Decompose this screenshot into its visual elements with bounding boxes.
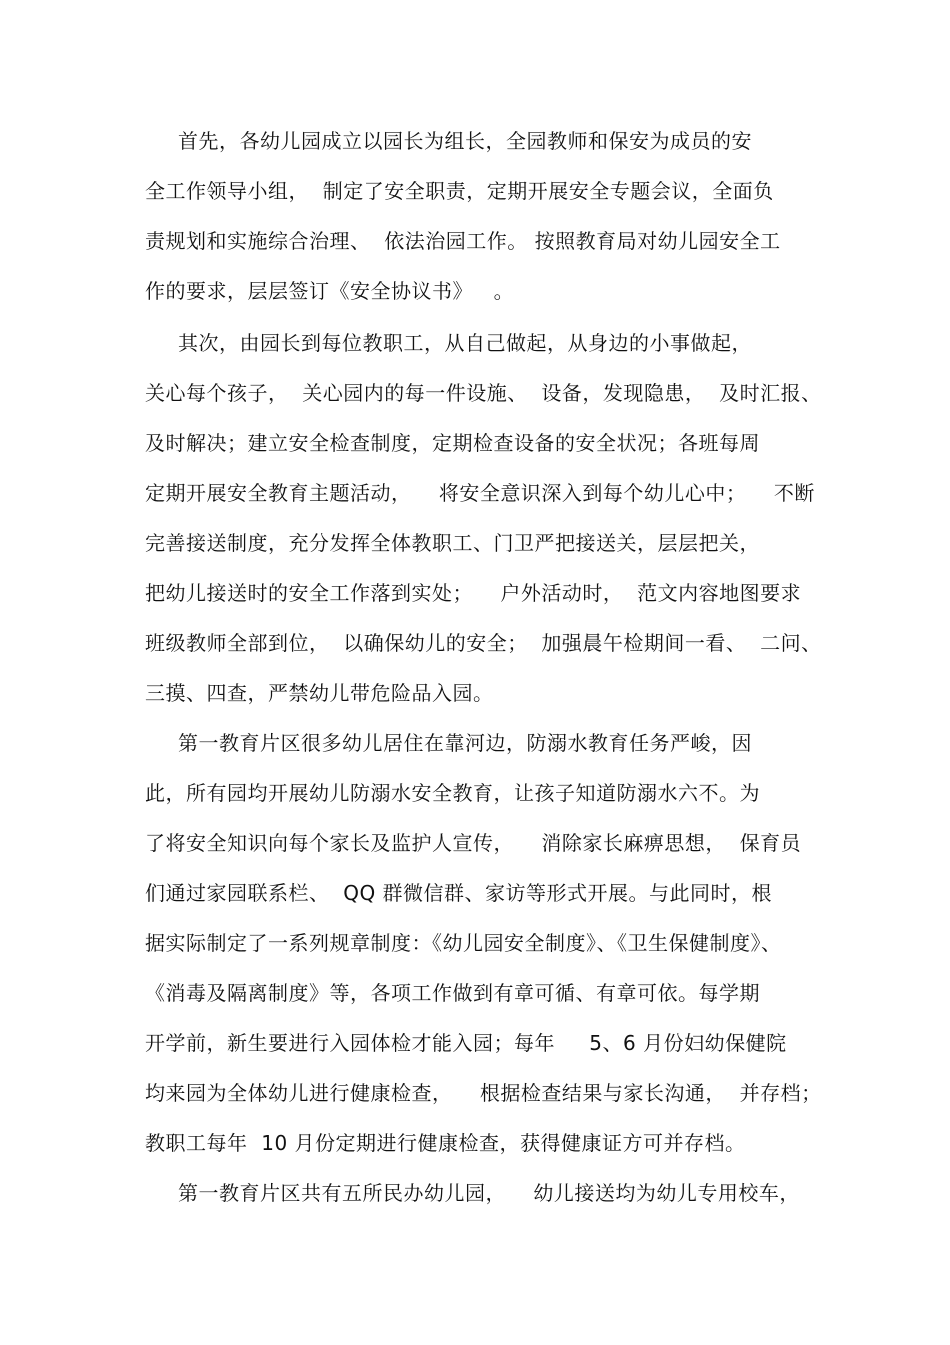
paragraph-line: 教职工每年 10 月份定期进行健康检查，获得健康证方可并存档。: [145, 1131, 746, 1155]
paragraph-line: 关心每个孩子， 关心园内的每一件设施、 设备，发现隐患， 及时汇报、: [145, 381, 822, 405]
paragraph-line: 第一教育片区共有五所民办幼儿园， 幼儿接送均为幼儿专用校车，: [178, 1181, 800, 1205]
paragraph-line: 三摸、四查，严禁幼儿带危险品入园。: [145, 681, 494, 705]
paragraph-line: 第一教育片区很多幼儿居住在靠河边，防溺水教育任务严峻，因: [178, 731, 752, 755]
paragraph-line: 作的要求，层层签订《安全协议书》 。: [145, 279, 515, 303]
paragraph-line: 责规划和实施综合治理、 依法治园工作。 按照教育局对幼儿园安全工: [145, 229, 781, 253]
paragraph-line: 其次，由园长到每位教职工，从自己做起，从身边的小事做起，: [178, 331, 752, 355]
paragraph-line: 完善接送制度，充分发挥全体教职工、门卫严把接送关，层层把关，: [145, 531, 760, 555]
paragraph-line: 们通过家园联系栏、 QQ 群微信群、家访等形式开展。与此同时，根: [145, 881, 773, 905]
paragraph-line: 班级教师全部到位， 以确保幼儿的安全； 加强晨午检期间一看、 二问、: [145, 631, 822, 655]
paragraph-line: 此，所有园均开展幼儿防溺水安全教育，让孩子知道防溺水六不。为: [145, 781, 760, 805]
paragraph-line: 了将安全知识向每个家长及监护人宣传， 消除家长麻痹思想， 保育员: [145, 831, 802, 855]
paragraph-line: 定期开展安全教育主题活动， 将安全意识深入到每个幼儿心中； 不断: [145, 481, 815, 505]
paragraph-line: 首先，各幼儿园成立以园长为组长，全园教师和保安为成员的安: [178, 129, 752, 153]
paragraph-line: 据实际制定了一系列规章制度：《幼儿园安全制度》、《卫生保健制度》、: [145, 931, 782, 955]
paragraph-line: 及时解决；建立安全检查制度，定期检查设备的安全状况；各班每周: [145, 431, 760, 455]
paragraph-line: 把幼儿接送时的安全工作落到实处； 户外活动时， 范文内容地图要求: [145, 581, 802, 605]
paragraph-line: 全工作领导小组， 制定了安全职责，定期开展安全专题会议，全面负: [145, 179, 774, 203]
paragraph-line: 均来园为全体幼儿进行健康检查， 根据检查结果与家长沟通， 并存档；: [145, 1081, 822, 1105]
paragraph-line: 开学前，新生要进行入园体检才能入园；每年 5、6 月份妇幼保健院: [145, 1031, 787, 1055]
paragraph-line: 《消毒及隔离制度》等，各项工作做到有章可循、有章可依。每学期: [145, 981, 760, 1005]
